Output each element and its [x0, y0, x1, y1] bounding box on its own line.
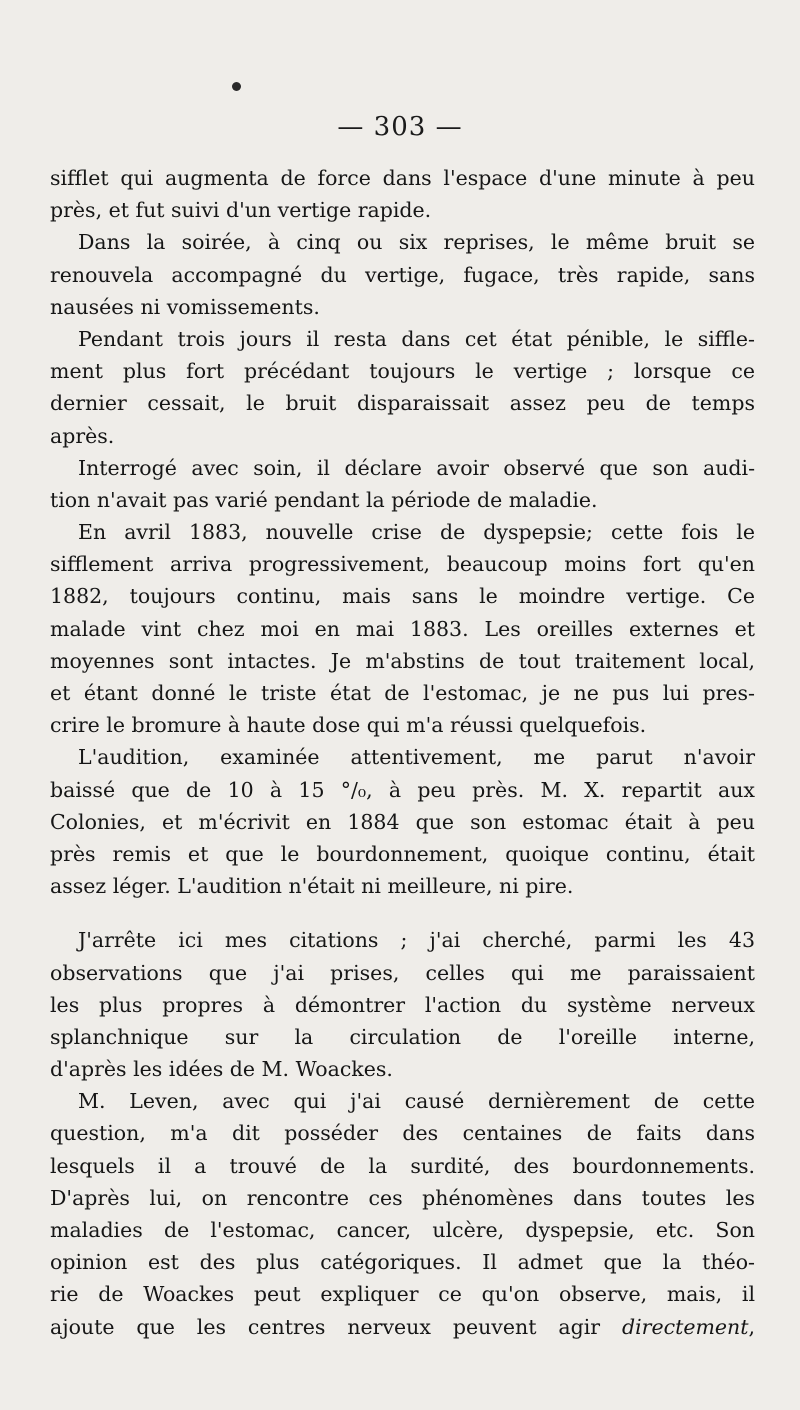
text-line: moyennes sont intactes. Je m'abstins de tout traitement local, — [50, 648, 755, 673]
body-text — [50, 162, 755, 1343]
text-line: En avril 1883, nouvelle crise de dyspepsie; cette fois le — [78, 520, 755, 545]
paragraph — [50, 323, 755, 452]
text-line: après. — [50, 423, 115, 448]
text-line: crire le bromure à haute dose qui m'a réussi quelquefois. — [50, 713, 647, 738]
text-line: près, et fut suivi d'un vertige rapide. — [50, 198, 432, 223]
final-line-tail: , — [748, 1314, 755, 1339]
text-line: Pendant trois jours il resta dans cet état pénible, le siffle- — [78, 326, 755, 351]
text-line: splanchnique sur la circulation de l'oreille interne, — [50, 1024, 755, 1049]
text-line: assez léger. L'audition n'était ni meilleure, ni pire. — [50, 874, 574, 899]
text-line: 1882, toujours continu, mais sans le moindre vertige. Ce — [50, 584, 755, 609]
text-line: nausées ni vomissements. — [50, 294, 320, 319]
text-line: L'audition, examinée attentivement, me parut n'avoir — [78, 745, 755, 770]
text-line: d'après les idées de M. Woackes. — [50, 1057, 393, 1082]
paragraph — [50, 516, 755, 741]
text-line: Dans la soirée, à cinq ou six reprises, le même bruit se — [78, 230, 755, 255]
text-line: baissé que de 10 à 15 °/₀, à peu près. M. X. repartit aux — [50, 777, 755, 802]
text-line: lesquels il a trouvé de la surdité, des bourdonnements. — [50, 1153, 755, 1178]
final-line-text: ajoute que les centres nerveux peuvent agir — [50, 1314, 622, 1339]
text-line-final — [50, 1311, 755, 1343]
text-line: tion n'avait pas varié pendant la période de maladie. — [50, 487, 598, 512]
paragraph — [50, 1085, 755, 1310]
paragraph-gap — [50, 902, 755, 924]
ink-spot — [232, 82, 241, 91]
paragraph — [50, 741, 755, 902]
page-number: — 303 — — [337, 112, 463, 142]
paragraph — [50, 452, 755, 516]
text-line: rie de Woackes peut expliquer ce qu'on observe, mais, il — [50, 1282, 755, 1307]
paragraph — [50, 226, 755, 323]
text-line: sifflet qui augmenta de force dans l'espace d'une minute à peu — [50, 166, 755, 190]
final-line-emphasis: directement — [621, 1314, 749, 1339]
text-line: renouvela accompagné du vertige, fugace, très rapide, sans — [50, 262, 755, 287]
text-line: D'après lui, on rencontre ces phénomènes dans toutes les — [50, 1185, 755, 1210]
text-line: ment plus fort précédant toujours le vertige ; lorsque ce — [50, 359, 755, 384]
paragraph — [50, 162, 755, 226]
text-line: près remis et que le bourdonnement, quoique continu, était — [50, 841, 755, 866]
text-line: opinion est des plus catégoriques. Il admet que la théo- — [50, 1250, 755, 1275]
text-line: Interrogé avec soin, il déclare avoir observé que son audi- — [78, 455, 755, 480]
text-line: malade vint chez moi en mai 1883. Les oreilles externes et — [50, 616, 755, 641]
text-line: maladies de l'estomac, cancer, ulcère, dyspepsie, etc. Son — [50, 1218, 755, 1242]
text-line: les plus propres à démontrer l'action du système nerveux — [50, 992, 755, 1017]
text-line: observations que j'ai prises, celles qui me paraissaient — [50, 960, 755, 985]
paragraph — [50, 924, 755, 1085]
text-line: J'arrête ici mes citations ; j'ai cherché, parmi les 43 — [78, 928, 755, 953]
text-line: M. Leven, avec qui j'ai causé dernièrement de cette — [78, 1089, 755, 1114]
text-line: question, m'a dit posséder des centaines de faits dans — [50, 1121, 755, 1146]
text-line: sifflement arriva progressivement, beaucoup moins fort qu'en — [50, 552, 755, 577]
text-line: et étant donné le triste état de l'estomac, je ne pus lui pres- — [50, 681, 755, 705]
text-line: Colonies, et m'écrivit en 1884 que son estomac était à peu — [50, 809, 755, 834]
text-line: dernier cessait, le bruit disparaissait assez peu de temps — [50, 391, 755, 416]
